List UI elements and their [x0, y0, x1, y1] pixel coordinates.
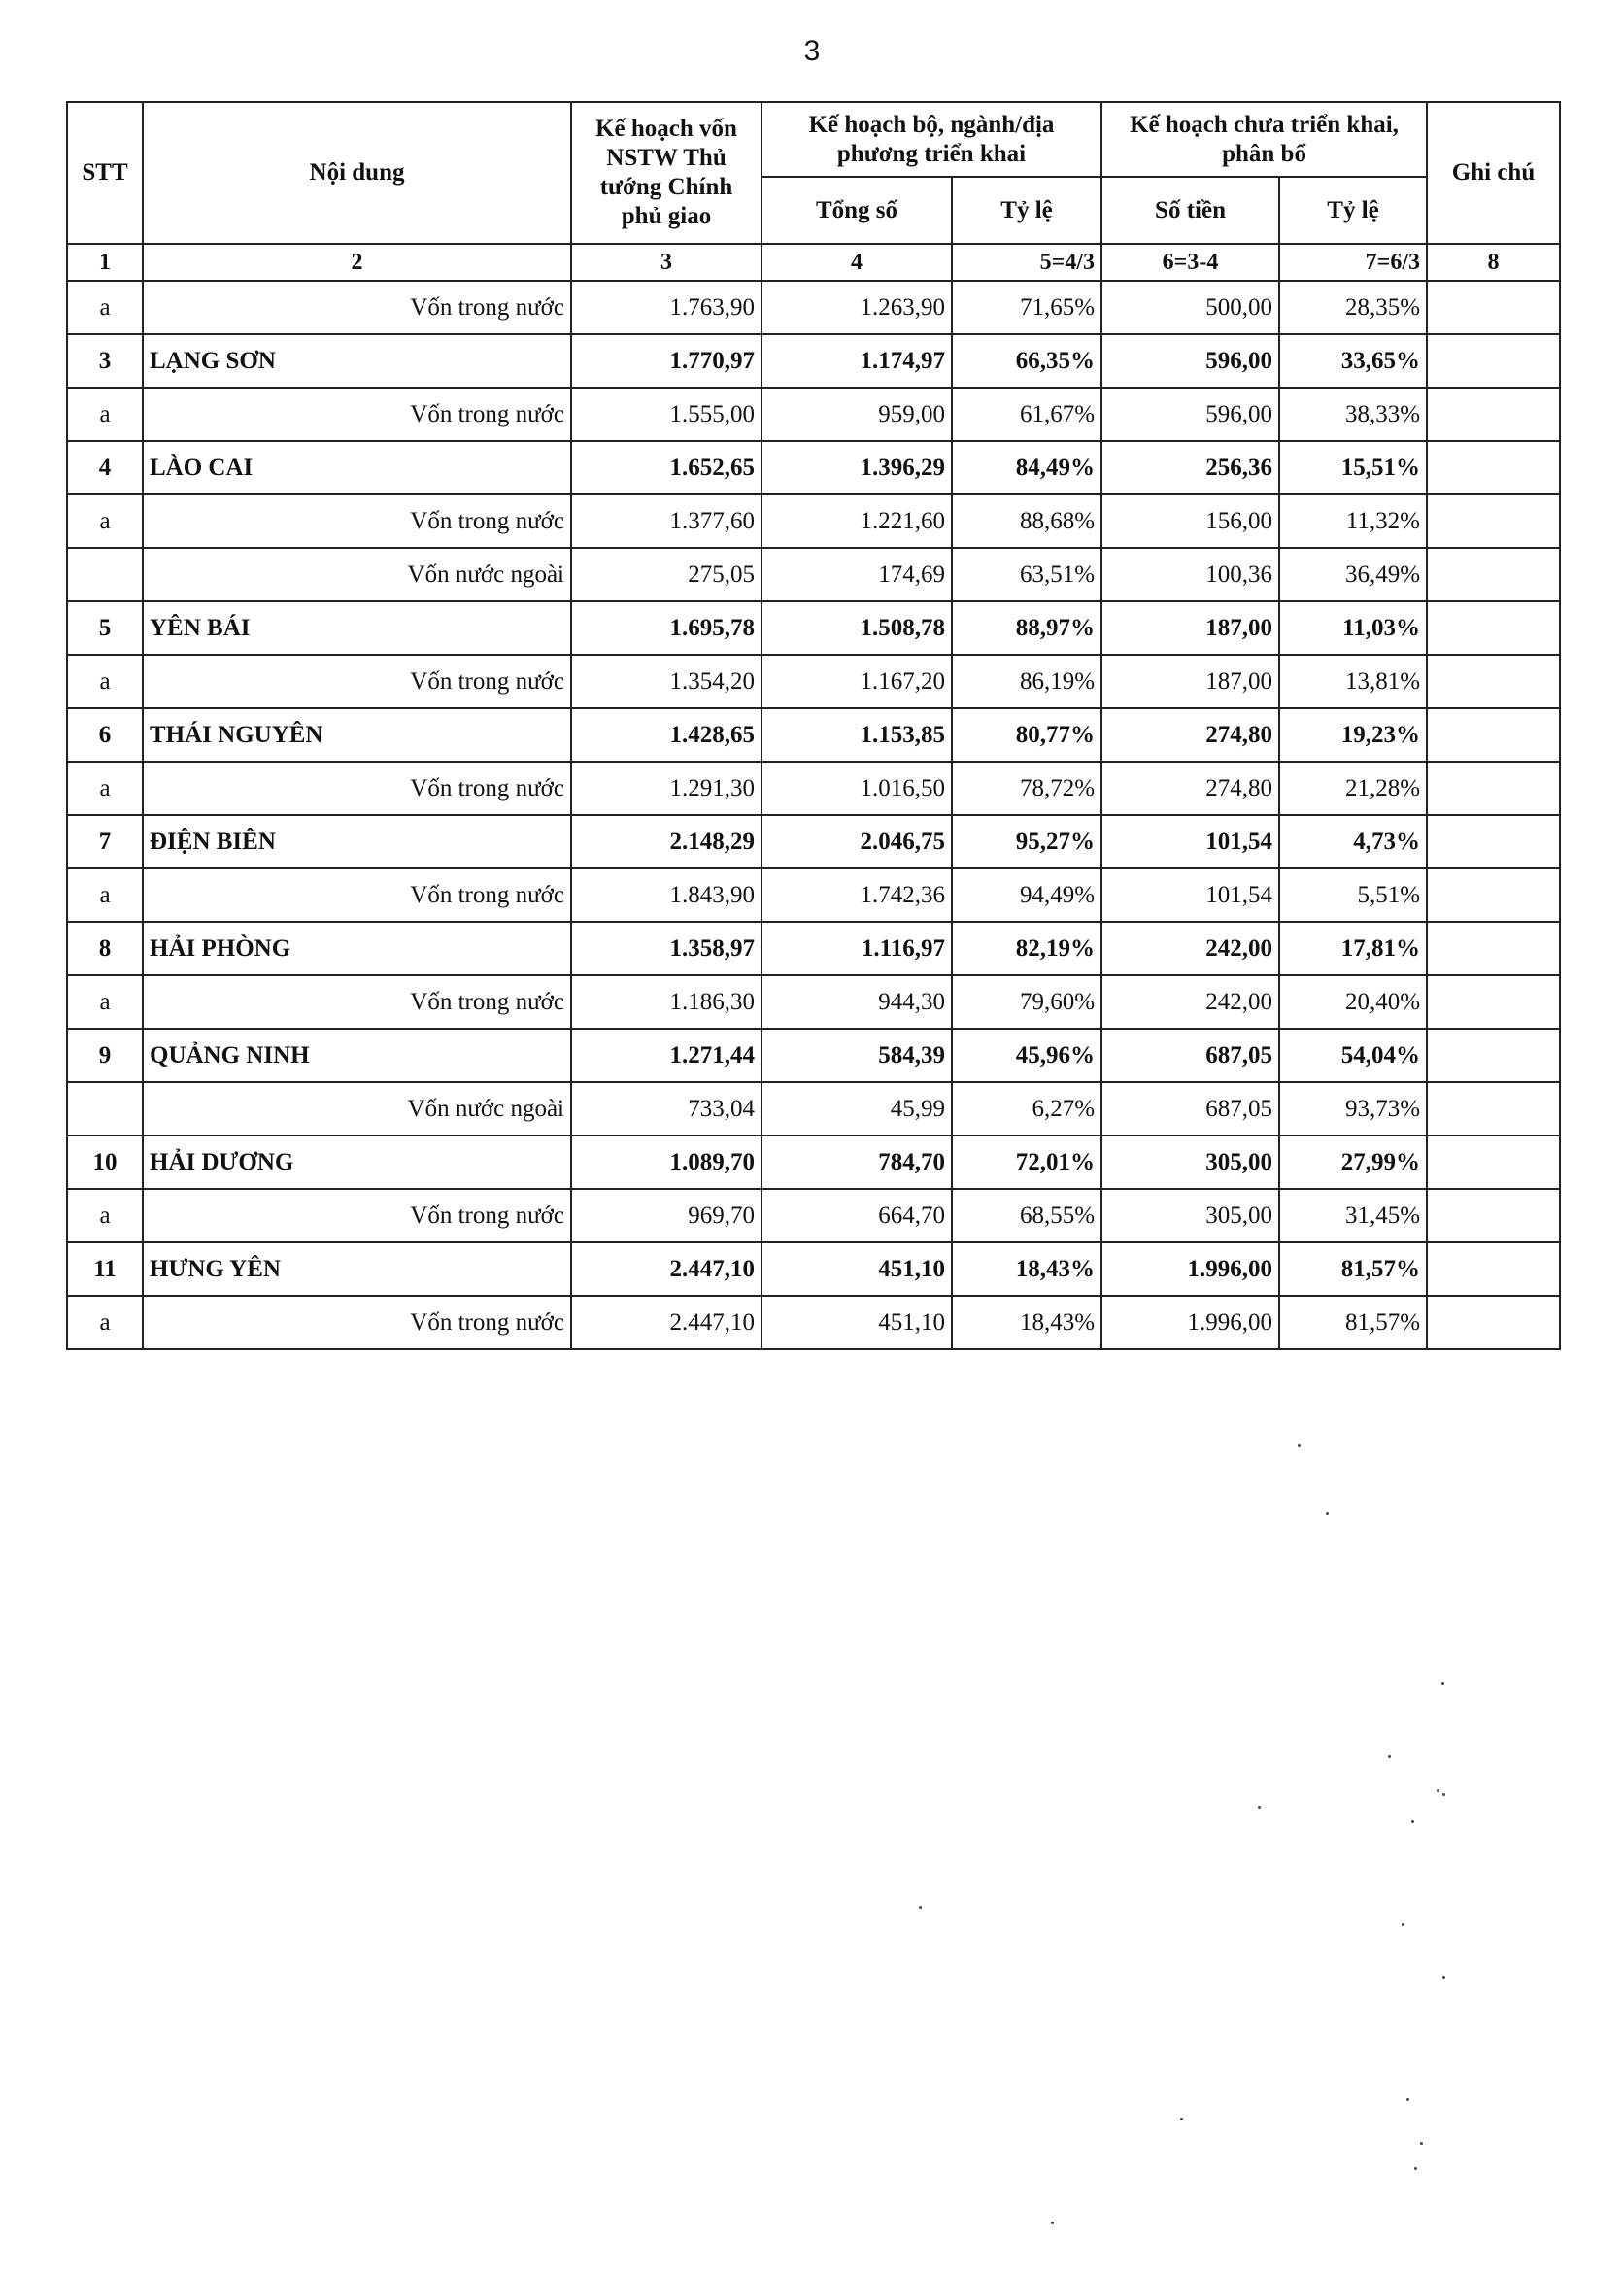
row-undeployed-rate: 5,51% — [1279, 868, 1427, 922]
row-name: YÊN BÁI — [143, 601, 571, 655]
row-stt: 11 — [67, 1242, 143, 1296]
row-deployed-rate: 63,51% — [952, 548, 1101, 601]
column-index-row — [67, 244, 1560, 281]
table-row — [67, 494, 1560, 548]
row-undeployed-rate: 54,04% — [1279, 1029, 1427, 1082]
row-deployed-rate: 18,43% — [952, 1296, 1101, 1349]
row-undeployed-rate: 17,81% — [1279, 922, 1427, 975]
row-deployed-rate: 82,19% — [952, 922, 1101, 975]
row-plan-amount: 1.354,20 — [571, 655, 761, 708]
row-deployed-total: 2.046,75 — [761, 815, 952, 868]
table-row — [67, 1189, 1560, 1242]
table-row — [67, 281, 1560, 334]
row-undeployed-rate: 15,51% — [1279, 441, 1427, 494]
row-stt: a — [67, 281, 143, 334]
row-name: LÀO CAI — [143, 441, 571, 494]
row-name: Vốn trong nước — [143, 762, 571, 815]
row-note — [1427, 1029, 1560, 1082]
row-undeployed-rate: 81,57% — [1279, 1296, 1427, 1349]
row-note — [1427, 708, 1560, 762]
table-row — [67, 548, 1560, 601]
row-name: THÁI NGUYÊN — [143, 708, 571, 762]
row-note — [1427, 1296, 1560, 1349]
row-name: Vốn nước ngoài — [143, 548, 571, 601]
row-deployed-total: 1.016,50 — [761, 762, 952, 815]
row-deployed-rate: 88,68% — [952, 494, 1101, 548]
row-stt: a — [67, 762, 143, 815]
table-body — [67, 281, 1560, 1349]
column-index: 3 — [571, 244, 761, 281]
table-row — [67, 334, 1560, 388]
row-deployed-rate: 79,60% — [952, 975, 1101, 1029]
row-note — [1427, 868, 1560, 922]
row-deployed-rate: 68,55% — [952, 1189, 1101, 1242]
row-undeployed-amount: 242,00 — [1101, 922, 1279, 975]
column-index: 6=3-4 — [1101, 244, 1279, 281]
row-plan-amount: 2.447,10 — [571, 1242, 761, 1296]
row-undeployed-rate: 93,73% — [1279, 1082, 1427, 1136]
row-deployed-rate: 78,72% — [952, 762, 1101, 815]
row-undeployed-rate: 11,32% — [1279, 494, 1427, 548]
row-note — [1427, 388, 1560, 441]
row-undeployed-amount: 101,54 — [1101, 868, 1279, 922]
row-stt: a — [67, 975, 143, 1029]
row-undeployed-rate: 31,45% — [1279, 1189, 1427, 1242]
row-deployed-total: 1.174,97 — [761, 334, 952, 388]
budget-table — [66, 101, 1561, 1350]
row-undeployed-rate: 11,03% — [1279, 601, 1427, 655]
header-ty-le-1: Tỷ lệ — [952, 177, 1101, 244]
table-header — [67, 102, 1560, 281]
row-deployed-total: 784,70 — [761, 1136, 952, 1189]
row-deployed-total: 174,69 — [761, 548, 952, 601]
row-deployed-total: 1.742,36 — [761, 868, 952, 922]
row-undeployed-rate: 27,99% — [1279, 1136, 1427, 1189]
row-note — [1427, 922, 1560, 975]
row-undeployed-amount: 687,05 — [1101, 1082, 1279, 1136]
header-noi-dung: Nội dung — [143, 102, 571, 244]
row-stt: a — [67, 1296, 143, 1349]
column-index: 5=4/3 — [952, 244, 1101, 281]
row-plan-amount: 1.652,65 — [571, 441, 761, 494]
row-deployed-rate: 71,65% — [952, 281, 1101, 334]
row-undeployed-amount: 274,80 — [1101, 708, 1279, 762]
row-plan-amount: 1.555,00 — [571, 388, 761, 441]
row-undeployed-amount: 100,36 — [1101, 548, 1279, 601]
row-stt: 7 — [67, 815, 143, 868]
table-row — [67, 1242, 1560, 1296]
row-stt: 3 — [67, 334, 143, 388]
row-plan-amount: 1.377,60 — [571, 494, 761, 548]
row-deployed-rate: 95,27% — [952, 815, 1101, 868]
row-plan-amount: 1.186,30 — [571, 975, 761, 1029]
column-index: 1 — [67, 244, 143, 281]
row-undeployed-rate: 13,81% — [1279, 655, 1427, 708]
row-plan-amount: 1.770,97 — [571, 334, 761, 388]
row-plan-amount: 1.358,97 — [571, 922, 761, 975]
row-undeployed-amount: 187,00 — [1101, 601, 1279, 655]
row-note — [1427, 494, 1560, 548]
row-note — [1427, 975, 1560, 1029]
row-name: HẢI DƯƠNG — [143, 1136, 571, 1189]
row-stt: 6 — [67, 708, 143, 762]
table-row — [67, 868, 1560, 922]
row-deployed-rate: 94,49% — [952, 868, 1101, 922]
page-number: 3 — [803, 35, 821, 67]
row-undeployed-rate: 36,49% — [1279, 548, 1427, 601]
row-undeployed-rate: 20,40% — [1279, 975, 1427, 1029]
row-undeployed-rate: 81,57% — [1279, 1242, 1427, 1296]
table-row — [67, 762, 1560, 815]
row-name: Vốn trong nước — [143, 1296, 571, 1349]
table-row — [67, 975, 1560, 1029]
row-note — [1427, 281, 1560, 334]
row-plan-amount: 1.428,65 — [571, 708, 761, 762]
row-stt — [67, 548, 143, 601]
row-name: HẢI PHÒNG — [143, 922, 571, 975]
row-stt: a — [67, 868, 143, 922]
row-plan-amount: 2.447,10 — [571, 1296, 761, 1349]
row-plan-amount: 275,05 — [571, 548, 761, 601]
row-name: Vốn nước ngoài — [143, 1082, 571, 1136]
header-ghi-chu: Ghi chú — [1427, 102, 1560, 244]
column-index: 4 — [761, 244, 952, 281]
row-note — [1427, 655, 1560, 708]
row-undeployed-amount: 1.996,00 — [1101, 1296, 1279, 1349]
row-undeployed-rate: 33,65% — [1279, 334, 1427, 388]
table-row — [67, 1082, 1560, 1136]
row-name: ĐIỆN BIÊN — [143, 815, 571, 868]
table-row — [67, 1296, 1560, 1349]
table-row — [67, 388, 1560, 441]
row-undeployed-amount: 596,00 — [1101, 334, 1279, 388]
header-chua-trien-khai: Kế hoạch chưa triển khai, phân bổ — [1101, 102, 1427, 177]
row-deployed-rate: 86,19% — [952, 655, 1101, 708]
row-deployed-total: 1.508,78 — [761, 601, 952, 655]
row-deployed-rate: 88,97% — [952, 601, 1101, 655]
row-note — [1427, 1189, 1560, 1242]
row-stt: 9 — [67, 1029, 143, 1082]
row-undeployed-amount: 500,00 — [1101, 281, 1279, 334]
row-deployed-total: 1.263,90 — [761, 281, 952, 334]
row-deployed-rate: 72,01% — [952, 1136, 1101, 1189]
row-note — [1427, 762, 1560, 815]
row-name: Vốn trong nước — [143, 975, 571, 1029]
row-deployed-total: 1.116,97 — [761, 922, 952, 975]
table-row — [67, 441, 1560, 494]
row-name: Vốn trong nước — [143, 494, 571, 548]
row-plan-amount: 1.291,30 — [571, 762, 761, 815]
header-so-tien: Số tiền — [1101, 177, 1279, 244]
table-row — [67, 922, 1560, 975]
row-deployed-total: 1.221,60 — [761, 494, 952, 548]
header-ke-hoach-von: Kế hoạch vốn NSTW Thủ tướng Chính phủ giao — [571, 102, 761, 244]
row-deployed-rate: 80,77% — [952, 708, 1101, 762]
row-name: Vốn trong nước — [143, 281, 571, 334]
row-note — [1427, 1136, 1560, 1189]
row-note — [1427, 334, 1560, 388]
row-deployed-total: 451,10 — [761, 1242, 952, 1296]
row-name: Vốn trong nước — [143, 868, 571, 922]
row-deployed-rate: 18,43% — [952, 1242, 1101, 1296]
row-undeployed-rate: 4,73% — [1279, 815, 1427, 868]
row-name: Vốn trong nước — [143, 655, 571, 708]
table-row — [67, 1029, 1560, 1082]
row-undeployed-amount: 596,00 — [1101, 388, 1279, 441]
row-deployed-total: 45,99 — [761, 1082, 952, 1136]
column-index: 2 — [143, 244, 571, 281]
row-stt: 10 — [67, 1136, 143, 1189]
column-index: 7=6/3 — [1279, 244, 1427, 281]
header-stt: STT — [67, 102, 143, 244]
row-undeployed-amount: 1.996,00 — [1101, 1242, 1279, 1296]
row-plan-amount: 969,70 — [571, 1189, 761, 1242]
row-plan-amount: 1.843,90 — [571, 868, 761, 922]
row-undeployed-amount: 242,00 — [1101, 975, 1279, 1029]
row-deployed-rate: 61,67% — [952, 388, 1101, 441]
table-row — [67, 815, 1560, 868]
table-row — [67, 655, 1560, 708]
column-index: 8 — [1427, 244, 1560, 281]
row-deployed-total: 1.167,20 — [761, 655, 952, 708]
row-note — [1427, 601, 1560, 655]
row-undeployed-amount: 687,05 — [1101, 1029, 1279, 1082]
row-deployed-total: 584,39 — [761, 1029, 952, 1082]
row-undeployed-amount: 101,54 — [1101, 815, 1279, 868]
row-name: Vốn trong nước — [143, 388, 571, 441]
row-plan-amount: 1.763,90 — [571, 281, 761, 334]
row-undeployed-amount: 305,00 — [1101, 1189, 1279, 1242]
row-stt: a — [67, 1189, 143, 1242]
header-trien-khai: Kế hoạch bộ, ngành/địa phương triển khai — [761, 102, 1101, 177]
row-plan-amount: 1.695,78 — [571, 601, 761, 655]
row-plan-amount: 733,04 — [571, 1082, 761, 1136]
row-deployed-rate: 66,35% — [952, 334, 1101, 388]
row-stt: 8 — [67, 922, 143, 975]
row-undeployed-amount: 156,00 — [1101, 494, 1279, 548]
row-name: QUẢNG NINH — [143, 1029, 571, 1082]
row-plan-amount: 1.271,44 — [571, 1029, 761, 1082]
row-stt: 5 — [67, 601, 143, 655]
row-name: HƯNG YÊN — [143, 1242, 571, 1296]
row-note — [1427, 548, 1560, 601]
row-undeployed-rate: 21,28% — [1279, 762, 1427, 815]
row-undeployed-amount: 274,80 — [1101, 762, 1279, 815]
row-deployed-rate: 6,27% — [952, 1082, 1101, 1136]
row-name: LẠNG SƠN — [143, 334, 571, 388]
table-row — [67, 601, 1560, 655]
row-undeployed-amount: 256,36 — [1101, 441, 1279, 494]
row-deployed-total: 959,00 — [761, 388, 952, 441]
row-deployed-rate: 84,49% — [952, 441, 1101, 494]
row-deployed-total: 451,10 — [761, 1296, 952, 1349]
header-tong-so: Tổng số — [761, 177, 952, 244]
row-stt: a — [67, 655, 143, 708]
row-note — [1427, 441, 1560, 494]
row-deployed-total: 1.153,85 — [761, 708, 952, 762]
row-note — [1427, 815, 1560, 868]
row-stt: 4 — [67, 441, 143, 494]
row-deployed-rate: 45,96% — [952, 1029, 1101, 1082]
row-undeployed-rate: 28,35% — [1279, 281, 1427, 334]
row-plan-amount: 1.089,70 — [571, 1136, 761, 1189]
row-stt: a — [67, 494, 143, 548]
table-row — [67, 1136, 1560, 1189]
row-plan-amount: 2.148,29 — [571, 815, 761, 868]
row-undeployed-amount: 187,00 — [1101, 655, 1279, 708]
row-undeployed-rate: 19,23% — [1279, 708, 1427, 762]
header-ty-le-2: Tỷ lệ — [1279, 177, 1427, 244]
row-undeployed-amount: 305,00 — [1101, 1136, 1279, 1189]
row-deployed-total: 664,70 — [761, 1189, 952, 1242]
row-stt: a — [67, 388, 143, 441]
row-name: Vốn trong nước — [143, 1189, 571, 1242]
row-note — [1427, 1082, 1560, 1136]
row-deployed-total: 944,30 — [761, 975, 952, 1029]
row-deployed-total: 1.396,29 — [761, 441, 952, 494]
row-stt — [67, 1082, 143, 1136]
table-row — [67, 708, 1560, 762]
row-undeployed-rate: 38,33% — [1279, 388, 1427, 441]
row-note — [1427, 1242, 1560, 1296]
